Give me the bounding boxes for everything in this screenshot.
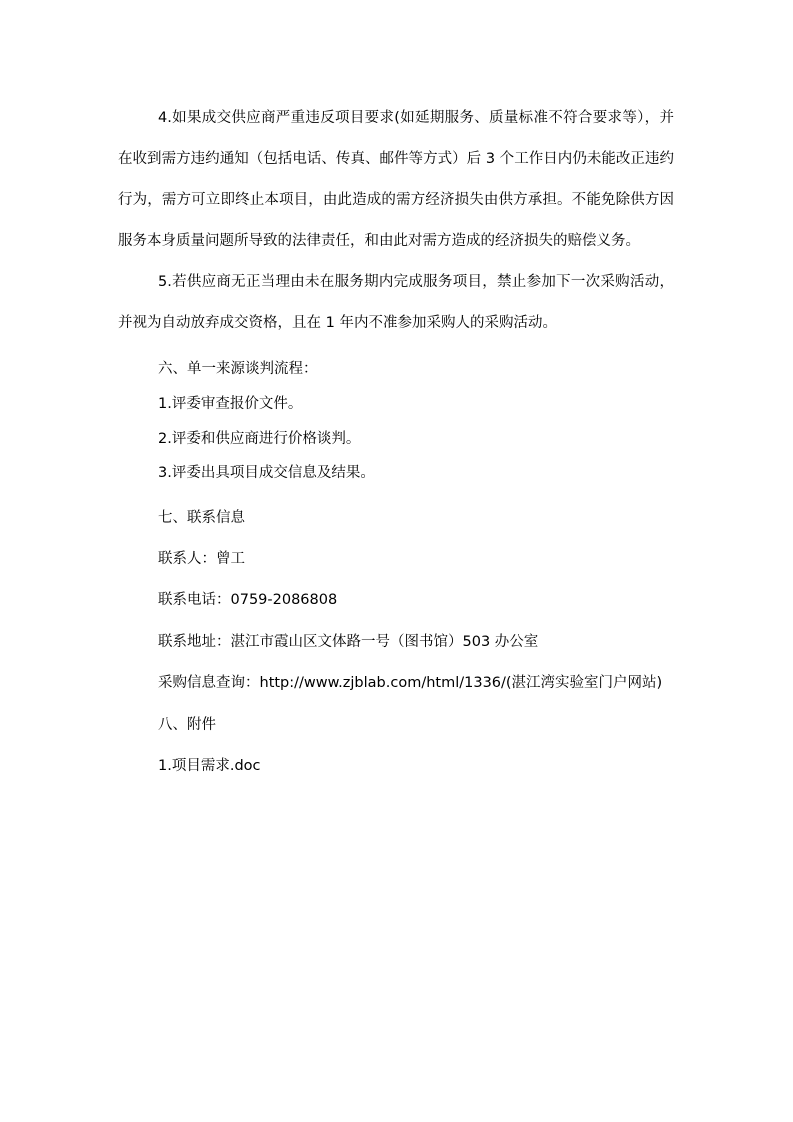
procurement-query-link[interactable]: 采购信息查询：http://www.zjblab.com/html/1336/(湛江湾实验室门户网站) bbox=[158, 675, 663, 691]
contact-address: 联系地址：湛江市霞山区文体路一号（图书馆）503 办公室 bbox=[158, 634, 539, 650]
section-7-heading: 七、联系信息 bbox=[158, 510, 245, 526]
section-6-item-1: 1.评委审查报价文件。 bbox=[158, 396, 303, 412]
paragraph-5: 5.若供应商无正当理由未在服务期内完成服务项目，禁止参加下一次采购活动，并视为自动放弃成交资格，且在 1 年内不准参加采购人的采购活动。 bbox=[118, 274, 674, 331]
paragraph-4: 4.如果成交供应商严重违反项目要求(如延期服务、质量标准不符合要求等），并在收到需方违约通知（包括电话、传真、邮件等方式）后 3 个工作日内仍未能改正违约行为，需方可立即终止本项目，由此造成的需方经济损失由供方承担。不能免除供方因服务本身质量问题所导致的法律责任，和由此对需方造成的经济损失的赔偿义务。 bbox=[118, 110, 674, 249]
section-6-item-3: 3.评委出具项目成交信息及结果。 bbox=[158, 465, 375, 481]
section-6-heading: 六、单一来源谈判流程： bbox=[158, 361, 318, 377]
contact-person: 联系人：曾工 bbox=[158, 551, 245, 567]
section-6-item-2: 2.评委和供应商进行价格谈判。 bbox=[158, 431, 361, 447]
attachment-link[interactable]: 1.项目需求.doc bbox=[158, 758, 261, 774]
section-8-heading: 八、附件 bbox=[158, 717, 216, 733]
contact-phone: 联系电话：0759-2086808 bbox=[158, 592, 338, 608]
